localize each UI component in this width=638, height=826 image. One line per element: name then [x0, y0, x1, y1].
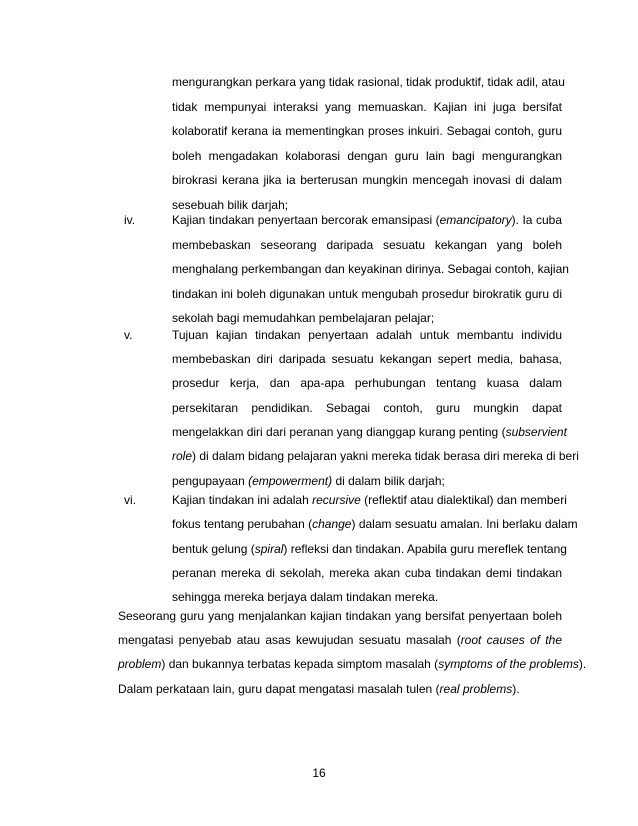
text-line: Tujuan kajian tindakan penyertaan adalah untuk membantu individu — [172, 328, 562, 342]
list-number: vi. — [124, 493, 136, 507]
italic-term: spiral — [254, 542, 284, 556]
text-span: fokus tentang perubahan ( — [172, 517, 313, 531]
page-number: 16 — [312, 766, 326, 780]
italic-term: emancipatory — [439, 213, 512, 227]
text-line — [172, 425, 567, 439]
italic-term: symptoms of the problems — [438, 657, 579, 671]
text-span: bentuk gelung ( — [172, 542, 255, 556]
text-span: ) refleksi dan tindakan. Apabila guru mereflek tentang — [283, 542, 567, 556]
text-line: sekolah bagi memudahkan pembelajaran pelajar; — [172, 311, 435, 325]
text-line: sesebuah bilik darjah; — [172, 198, 289, 212]
text-line — [172, 517, 578, 531]
text-line: tindakan ini boleh digunakan untuk mengubah prosedur birokratik guru di — [172, 287, 562, 301]
text-span: pengupayaan — [172, 474, 249, 488]
text-line — [172, 542, 567, 556]
text-line: prosedur kerja, dan apa-apa perhubungan tentang kuasa dalam — [172, 376, 562, 390]
text-line: menghalang perkembangan dan keyakinan dirinya. Sebagai contoh, kajian — [172, 262, 569, 276]
text-span: ). Ia cuba — [511, 213, 562, 227]
text-span: ). — [512, 682, 520, 696]
text-line: sehingga mereka berjaya dalam tindakan mereka. — [172, 590, 439, 604]
italic-term: (empowerment) — [248, 474, 333, 488]
text-line: mengurangkan perkara yang tidak rasional, tidak produktif, tidak adil, atau — [172, 75, 565, 89]
text-line — [172, 474, 562, 488]
text-line: membebaskan seseorang daripada sesuatu kekangan yang boleh — [172, 238, 562, 252]
italic-term: real problems — [439, 682, 513, 696]
text-span: (reflektif atau dialektikal) dan memberi — [360, 493, 567, 507]
text-line: membebaskan diri daripada sesuatu kekangan sepert media, bahasa, — [172, 352, 562, 366]
text-line: birokrasi kerana jika ia berterusan mungkin mencegah inovasi di dalam — [172, 173, 562, 187]
text-line: persekitaran pendidikan. Sebagai contoh, guru mungkin dapat — [172, 401, 562, 415]
text-span: di dalam bilik darjah; — [332, 474, 445, 488]
text-span: ). — [578, 657, 587, 671]
text-line: Seseorang guru yang menjalankan kajian tindakan yang bersifat penyertaan boleh — [118, 609, 562, 623]
text-span: Dalam perkataan lain, guru dapat mengatasi masalah tulen ( — [118, 682, 440, 696]
list-number: iv. — [124, 213, 136, 227]
text-span: mengelakkan diri dari peranan yang dianggap kurang penting ( — [172, 425, 506, 439]
text-span: ) dan bukannya terbatas kepada simptom masalah ( — [161, 657, 439, 671]
text-line — [118, 633, 562, 647]
text-line — [172, 493, 567, 507]
text-line — [172, 213, 562, 227]
italic-term: role — [172, 449, 193, 463]
text-line — [118, 682, 562, 696]
text-line: boleh mengadakan kolaborasi dengan guru lain bagi mengurangkan — [172, 149, 562, 163]
italic-term: change — [312, 517, 352, 531]
text-line: tidak mempunyai interaksi yang memuaskan. Kajian ini juga bersifat — [172, 100, 562, 114]
text-span: Kajian tindakan penyertaan bercorak emansipasi ( — [172, 213, 440, 227]
text-line — [172, 449, 579, 463]
italic-term: root causes of the — [460, 633, 562, 647]
italic-term: problem — [118, 657, 162, 671]
text-line: kolaboratif kerana ia mementingkan proses inkuiri. Sebagai contoh, guru — [172, 124, 562, 138]
italic-term: recursive — [312, 493, 361, 507]
italic-term: subservient — [505, 425, 567, 439]
text-span: mengatasi penyebab atau asas kewujudan sesuatu masalah ( — [118, 633, 461, 647]
text-line — [118, 657, 587, 671]
text-line: peranan mereka di sekolah, mereka akan cuba tindakan demi tindakan — [172, 566, 562, 580]
text-span: ) dalam sesuatu amalan. Ini berlaku dalam — [351, 517, 578, 531]
list-number: v. — [124, 328, 133, 342]
text-span: Kajian tindakan ini adalah — [172, 493, 313, 507]
text-span: ) di dalam bidang pelajaran yakni mereka tidak berasa diri mereka di beri — [192, 449, 579, 463]
